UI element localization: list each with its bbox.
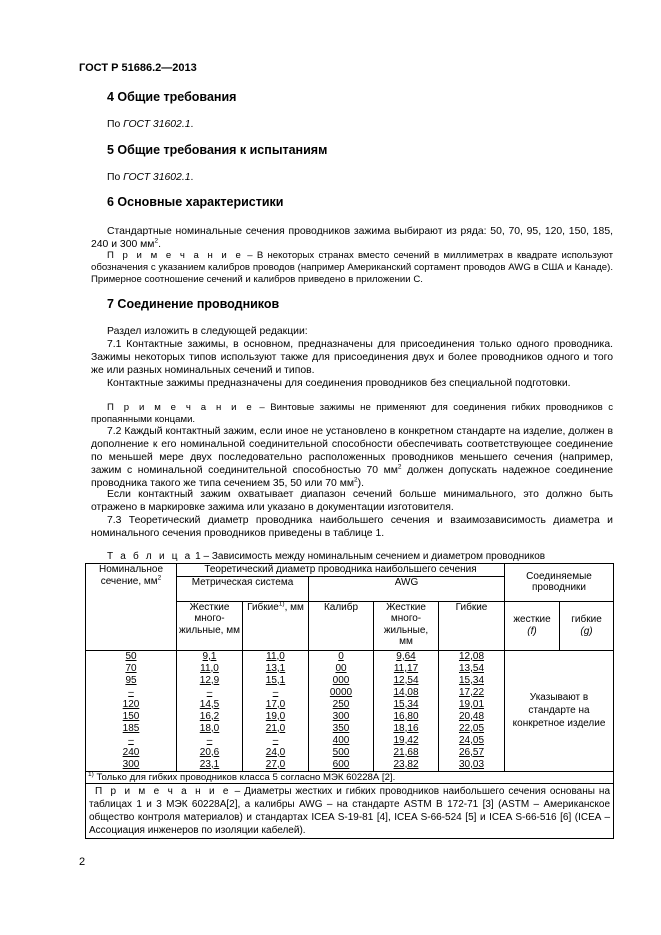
header-awg-gauge: Калибр xyxy=(309,601,374,650)
table-cell: 24,0 xyxy=(243,747,309,759)
clause-7-1-b: Контактные зажимы предназначены для соединения проводников без специальной подготовки. xyxy=(107,378,571,389)
section-7-note: П р и м е ч а н и е – Винтовые зажимы не применяют для соединения гибких проводников с пропаянными концами. xyxy=(91,402,614,425)
table-cell: 300 xyxy=(86,759,177,772)
table-cell: 11,0 xyxy=(243,650,309,663)
table-cell: 27,0 xyxy=(243,759,309,772)
table-cell: 0000 xyxy=(309,687,374,699)
table-cell: 250 xyxy=(309,699,374,711)
table-cell: 9,64 xyxy=(374,650,439,663)
section-4-ref: ГОСТ 31602.1 xyxy=(123,119,191,130)
section-6-paragraph: Стандартные номинальные сечения проводников зажима выбирают из ряда: 50, 70, 95, 120, 150, 185, 240 и 300 $мм^2$. xyxy=(91,226,613,250)
table-cell: 26,57 xyxy=(439,747,505,759)
section-5-text: По ГОСТ 31602.1. xyxy=(107,172,194,183)
table-cell: 240 xyxy=(86,747,177,759)
table-cell: 300 xyxy=(309,711,374,723)
table-cell: 400 xyxy=(309,735,374,747)
table-cell: 600 xyxy=(309,759,374,772)
diameter-table xyxy=(85,563,614,839)
table-cell: 11,17 xyxy=(374,663,439,675)
table-cell: – xyxy=(243,687,309,699)
header-awg: AWG xyxy=(309,576,505,601)
header-awg-flex: Гибкие xyxy=(439,601,505,650)
table-cell: 95 xyxy=(86,675,177,687)
standard-header: ГОСТ Р 51686.2—2013 xyxy=(79,62,197,74)
table-cell: 13,54 xyxy=(439,663,505,675)
table-cell: 00 xyxy=(309,663,374,675)
table-cell: 9,1 xyxy=(177,650,243,663)
clause-7-2: 7.2 Каждый контактный зажим, если иное не установлено в конкретном стандарте на изделие, должен в дополнение к его номинальной соединительной способности обеспечивать соответствующее соединение по меньшей мере двух последовательно расположенных проводников меньшего сечения (например, зажим с номинальной соединительной способностью 70 $мм^2$ должен допускать надежное соединение проводника такого же типа сечением 35, 50 или 70 $мм^2$). xyxy=(91,426,614,489)
section-6-title: 6 Основные характеристики xyxy=(107,195,284,209)
table-cell: 21,68 xyxy=(374,747,439,759)
table-cell: 20,6 xyxy=(177,747,243,759)
section-5-ref: ГОСТ 31602.1 xyxy=(123,172,191,183)
table-cell: 18,16 xyxy=(374,723,439,735)
header-metric-flex: Гибкие$^{1)}$, мм xyxy=(243,601,309,650)
section-5-title: 5 Общие требования к испытаниям xyxy=(107,143,328,157)
table-cell: 21,0 xyxy=(243,723,309,735)
header-theoretical: Теоретический диаметр проводника наибольшего сечения xyxy=(177,564,505,577)
table-cell: 16,80 xyxy=(374,711,439,723)
table-cell: 12,54 xyxy=(374,675,439,687)
table-cell: 185 xyxy=(86,723,177,735)
table-row xyxy=(86,650,614,663)
table-cell: 30,03 xyxy=(439,759,505,772)
section-7-intro: Раздел изложить в следующей редакции: xyxy=(107,326,308,337)
table-cell: – xyxy=(243,735,309,747)
table-cell: 120 xyxy=(86,699,177,711)
table-cell: 19,01 xyxy=(439,699,505,711)
table-cell: 17,0 xyxy=(243,699,309,711)
table-cell: – xyxy=(177,735,243,747)
table-note: П р и м е ч а н и е – Диаметры жестких и гибких проводников наибольшего сечения основаны на таблицах 1 и 3 МЭК 60228А[2], а калибры AWG – на стандарте ASTM В 172-71 [3] (ASTM – Американское общество контроля материалов) и стандартах ICEA S-19-81 [4], ICEA S-66-524 [5] и ICEA S-66-516 [6] (ICEA – Ассоциация инженеров по изоляции кабелей). xyxy=(86,784,614,839)
section-4-title: 4 Общие требования xyxy=(107,90,237,104)
table-cell: 19,0 xyxy=(243,711,309,723)
table-cell: 12,9 xyxy=(177,675,243,687)
page-number: 2 xyxy=(79,856,86,868)
header-connect: Соединяемые проводники xyxy=(505,564,614,602)
table-cell: 20,48 xyxy=(439,711,505,723)
table-cell: – xyxy=(177,687,243,699)
header-connect-flex: гибкие (g) xyxy=(560,601,614,650)
table-cell: 70 xyxy=(86,663,177,675)
table-cell: 14,08 xyxy=(374,687,439,699)
section-4-text: По ГОСТ 31602.1. xyxy=(107,119,194,130)
table-cell: 50 xyxy=(86,650,177,663)
table-cell: – xyxy=(86,735,177,747)
table-footnote: $^{1)}$ Только для гибких проводников класса 5 согласно МЭК 60228А [2]. xyxy=(86,771,614,784)
clause-7-3: 7.3 Теоретический диаметр проводника наибольшего сечения и взаимозависимость диаметра и номинального сечения проводников приведены в таблице 1. xyxy=(91,515,613,539)
table-cell: 24,05 xyxy=(439,735,505,747)
table-cell: – xyxy=(86,687,177,699)
clause-7-2-b: Если контактный зажим охватывает диапазон сечений больше минимального, это должно быть отражено в маркировке зажима или указано в документации изготовителя. xyxy=(91,489,613,513)
table-caption: Т а б л и ц а 1 – Зависимость между номинальным сечением и диаметром проводников xyxy=(107,551,546,562)
header-metric-solid: Жесткие много-жильные, мм xyxy=(177,601,243,650)
table-cell: 17,22 xyxy=(439,687,505,699)
header-connect-solid: жесткие (f) xyxy=(505,601,560,650)
table-cell: 000 xyxy=(309,675,374,687)
section-7-title: 7 Соединение проводников xyxy=(107,297,280,311)
header-metric: Метрическая система xyxy=(177,576,309,601)
table-cell: 19,42 xyxy=(374,735,439,747)
table-cell: 15,34 xyxy=(374,699,439,711)
table-cell: 13,1 xyxy=(243,663,309,675)
table-cell: 11,0 xyxy=(177,663,243,675)
table-cell: 22,05 xyxy=(439,723,505,735)
table-cell: 18,0 xyxy=(177,723,243,735)
header-nominal: Номинальное сечение, $мм^2$ xyxy=(86,564,177,651)
section-6-note: П р и м е ч а н и е – В некоторых странах вместо сечений в миллиметрах в квадрате используют обозначения с указанием калибров проводов (например Американский сортамент проводов AWG в США и Канаде). Примерное соотношение сечений и калибров приведено в приложении С. xyxy=(91,250,613,285)
header-awg-solid: Жесткие много-жильные, мм xyxy=(374,601,439,650)
table-cell: 350 xyxy=(309,723,374,735)
connect-merged-note: Указывают в стандарте на конкретное изделие xyxy=(505,650,614,771)
table-cell: 15,34 xyxy=(439,675,505,687)
table-cell: 150 xyxy=(86,711,177,723)
table-cell: 23,1 xyxy=(177,759,243,772)
table-cell: 16,2 xyxy=(177,711,243,723)
table-cell: 23,82 xyxy=(374,759,439,772)
table-cell: 12,08 xyxy=(439,650,505,663)
table-cell: 14,5 xyxy=(177,699,243,711)
clause-7-1: 7.1 Контактные зажимы, в основном, предназначены для присоединения только одного проводника. Зажимы некоторых типов используют также для присоединения двух и более проводников одного и того же или разных номинальных сечений и типов. xyxy=(91,339,613,376)
table-cell: 0 xyxy=(309,650,374,663)
table-cell: 500 xyxy=(309,747,374,759)
table-cell: 15,1 xyxy=(243,675,309,687)
